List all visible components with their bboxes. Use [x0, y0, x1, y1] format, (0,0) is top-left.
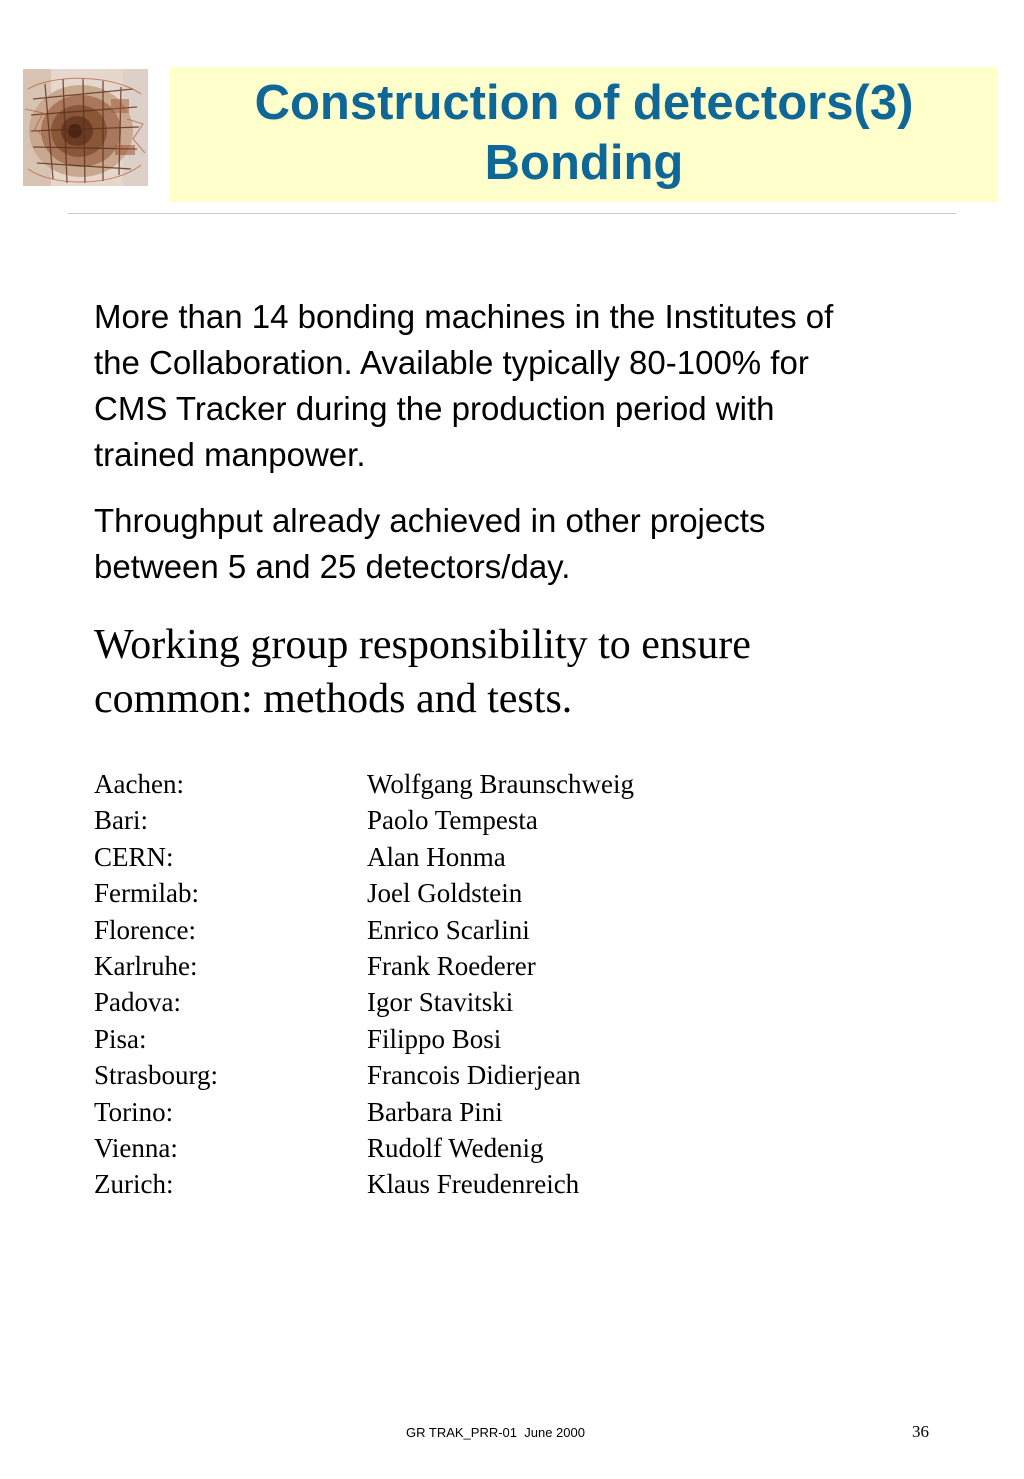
contact-place: Fermilab: [94, 878, 199, 909]
contact-place: Karlruhe: [94, 951, 198, 982]
paragraph-line: trained manpower. [94, 436, 366, 473]
contact-row [94, 912, 794, 948]
contact-row [94, 766, 794, 802]
paragraph-line: More than 14 bonding machines in the Institutes of [94, 298, 834, 335]
paragraph-line: Working group responsibility to ensure [94, 622, 751, 668]
page-number: 36 [912, 1422, 929, 1441]
contact-row [94, 984, 794, 1020]
contact-row [94, 1021, 794, 1057]
contact-place: Pisa: [94, 1023, 147, 1054]
contact-person: Enrico Scarlini [367, 914, 530, 945]
contact-person: Joel Goldstein [367, 878, 523, 909]
contact-row [94, 1094, 794, 1130]
header-divider [68, 213, 956, 214]
contact-row [94, 1057, 794, 1093]
contact-place: Padova: [94, 987, 181, 1018]
throughput-paragraph [94, 498, 974, 590]
contact-person: Paolo Tempesta [367, 805, 538, 836]
contact-person: Francois Didierjean [367, 1060, 581, 1091]
contact-place: Aachen: [94, 769, 184, 799]
contact-row [94, 948, 794, 984]
contact-person: Igor Stavitski [367, 987, 514, 1018]
page-title [170, 73, 998, 193]
contacts-list [94, 766, 794, 1203]
contact-person: Barbara Pini [367, 1096, 503, 1127]
contact-place: Torino: [94, 1096, 174, 1127]
title-line-2: Bonding [484, 136, 684, 190]
contact-person: Wolfgang Braunschweig [367, 769, 635, 799]
paragraph-line: CMS Tracker during the production period with [94, 390, 775, 427]
contact-place: Bari: [94, 805, 148, 836]
contact-place: Zurich: [94, 1169, 174, 1200]
working-group-paragraph [94, 618, 974, 726]
contact-place: Florence: [94, 914, 196, 945]
contact-place: Vienna: [94, 1133, 178, 1164]
contact-place: Strasbourg: [94, 1060, 219, 1091]
contact-person: Alan Honma [367, 841, 506, 872]
contact-person: Klaus Freudenreich [367, 1169, 580, 1200]
contact-row [94, 839, 794, 875]
title-banner [170, 67, 998, 202]
title-line-1: Construction of detectors(3) [254, 76, 914, 130]
paragraph-line: common: methods and tests. [94, 676, 573, 722]
bonding-machines-paragraph [94, 294, 974, 478]
contact-row [94, 802, 794, 838]
paragraph-line: between 5 and 25 detectors/day. [94, 548, 571, 585]
contact-row [94, 875, 794, 911]
paragraph-line: Throughput already achieved in other projects [94, 502, 766, 539]
contact-person: Frank Roederer [367, 951, 536, 982]
contact-row [94, 1166, 794, 1202]
cms-detector-sketch-icon [23, 69, 148, 186]
contact-row [94, 1130, 794, 1166]
footer-text: GR TRAK_PRR-01 June 2000 [406, 1425, 585, 1440]
paragraph-line: the Collaboration. Available typically 80-100% for [94, 344, 809, 381]
contact-person: Filippo Bosi [367, 1023, 502, 1054]
contact-place: CERN: [94, 841, 174, 872]
contact-person: Rudolf Wedenig [367, 1133, 544, 1164]
